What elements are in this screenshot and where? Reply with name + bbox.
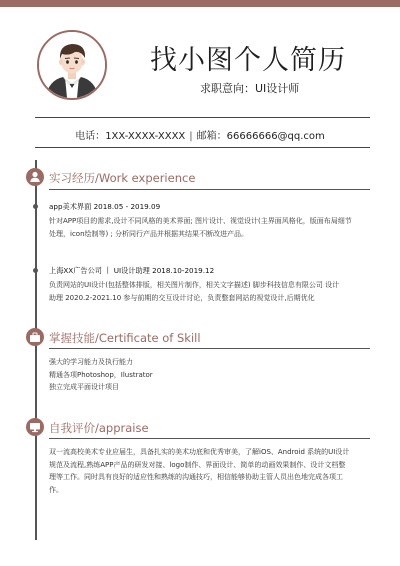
contact-separator: | [189, 131, 193, 142]
top-accent-bar [0, 0, 400, 7]
email-value: 66666666@qq.com [226, 131, 325, 142]
appraise-section-title: 自我评价/appraise [49, 421, 149, 435]
job-intention-value: UI设计师 [255, 82, 300, 95]
skill-line: 强大的学习能力及执行能力 [49, 358, 133, 366]
text-line: 规范及流程,熟练APP产品的研发对接、logo制作、界面设计、简单的动画效果制作、设计文档整 [49, 460, 346, 469]
skills-section-badge [26, 328, 44, 346]
avatar-illustration [39, 32, 105, 98]
job-intention [200, 80, 299, 96]
monitor-icon [26, 418, 44, 436]
work-section-badge [26, 168, 44, 186]
work-item-description [49, 279, 369, 304]
text-line: 处理，icon绘制等) ; 分析同行产品并根据其结果不断改进产品。 [49, 229, 249, 238]
timeline-dot [33, 268, 38, 273]
text-line: 助理 2020.2-2021.10 参与前期的交互设计讨论，负责整套网站的视觉设计,后期优化 [49, 293, 315, 302]
skills-section-title: 掌握技能/Certificate of Skill [49, 331, 201, 345]
person-icon [26, 168, 44, 186]
work-item-heading: 上海XX广告公司 丨 UI设计助理 2018.10-2019.12 [49, 266, 215, 275]
header-divider-bottom [35, 147, 370, 148]
text-line: 负责网站的UI设计(包括整体排版，相关图片制作，相关文字描述) 脚步科技信息有限公司 设计 [49, 281, 340, 289]
avatar [37, 30, 107, 100]
appraise-paragraph [49, 446, 369, 496]
skills-section-divider [49, 348, 370, 349]
timeline-dot [33, 204, 38, 209]
timeline-line [35, 160, 37, 540]
appraise-section-divider [49, 438, 370, 439]
work-section-title: 实习经历/Work experience [49, 171, 196, 185]
skills-list [49, 356, 369, 394]
text-line: 理等工作。同时具有良好的适应性和熟练的沟通技巧，相信能够协助主管人员出色地完成各项工 [49, 473, 343, 481]
work-item-heading: app美术界面 2018.05 - 2019.09 [49, 202, 161, 211]
text-line: 双一流高校美术专业应届生，具备扎实的美术功底和优秀审美，了解iOS、Android 系统的UI设计 [49, 448, 350, 456]
contact-line [0, 127, 400, 142]
skill-line: 精通各项Photoshop，Ilustrator [49, 370, 153, 379]
phone-value: 1XX-XXXX-XXXX [105, 131, 186, 142]
text-line: 针对APP项目的需求,设计不同风格的美术界面; 图片设计、视觉设计(主界面风格化，版面布局细节 [49, 217, 352, 225]
text-line: 作。 [49, 485, 63, 494]
briefcase-icon [26, 328, 44, 346]
work-section-divider [49, 189, 370, 190]
email-label: 邮箱： [196, 131, 227, 142]
phone-label: 电话： [75, 131, 106, 142]
resume-title: 找小图个人简历 [150, 45, 346, 76]
appraise-section-badge [26, 418, 44, 436]
work-item-description [49, 215, 369, 240]
header-divider-top [35, 117, 370, 118]
skill-line: 独立完成平面设计项目 [49, 383, 119, 391]
job-intention-label: 求职意向： [200, 82, 255, 95]
